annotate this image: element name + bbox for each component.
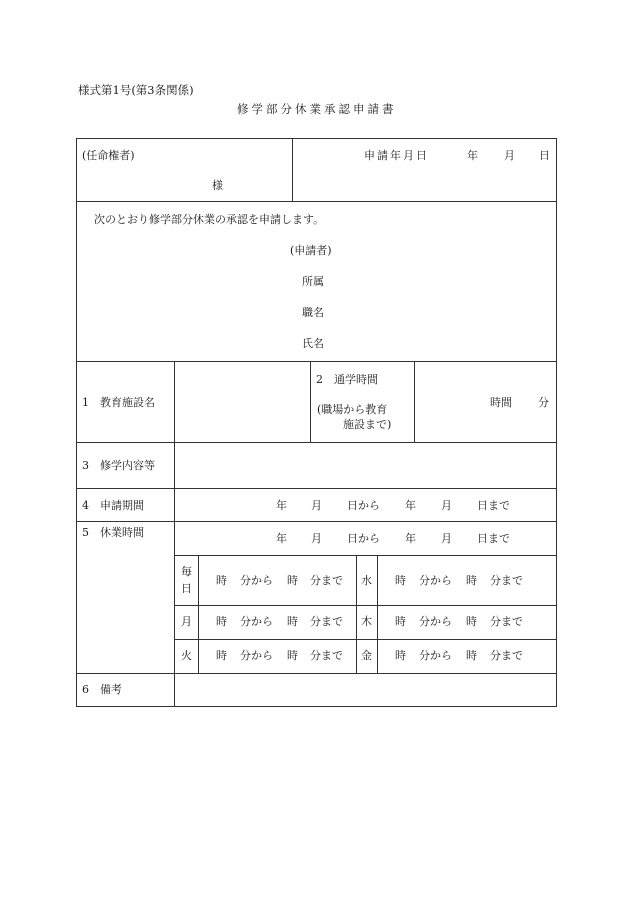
institution-label: 1 教育施設名 [82,396,155,409]
everyday-end-hour: 時 [287,574,298,587]
wed-label: 水 [361,574,372,587]
fri-start-hour: 時 [395,649,406,662]
period-start-day: 日から [347,499,380,512]
tue-start-minute: 分から [240,649,273,662]
mon-start-hour: 時 [216,615,227,628]
leave-end-month: 月 [441,532,452,545]
remarks-label: 6 備考 [82,683,122,696]
commute-label: 2 通学時間 [316,373,378,386]
mon-start-minute: 分から [240,615,273,628]
leave-start-day: 日から [347,532,380,545]
everyday-start-hour: 時 [216,574,227,587]
commute-note-1: (職場から教育 [317,403,388,416]
commute-hours-label: 時間 [490,396,512,409]
wed-end-minute: 分まで [490,574,523,587]
apply-day-label: 日 [539,149,550,162]
thu-end-hour: 時 [466,615,477,628]
fri-end-hour: 時 [466,649,477,662]
leave-start-year: 年 [276,532,287,545]
period-end-month: 月 [441,499,452,512]
thu-label: 木 [361,615,372,628]
wed-end-hour: 時 [466,574,477,587]
commute-minutes-label: 分 [538,396,549,409]
period-end-year: 年 [405,499,416,512]
leave-start-month: 月 [311,532,322,545]
commute-note-2: 施設まで) [343,418,392,431]
wed-start-hour: 時 [395,574,406,587]
period-start-year: 年 [276,499,287,512]
mon-end-hour: 時 [287,615,298,628]
everyday-label-1: 毎 [181,565,192,578]
tue-end-minute: 分まで [310,649,343,662]
period-label: 4 申請期間 [82,499,144,512]
period-start-month: 月 [311,499,322,512]
form-number: 様式第1号(第3条関係) [78,83,194,97]
name-label: 氏名 [302,337,324,350]
leave-time-label: 5 休業時間 [82,526,144,539]
position-label: 職名 [302,306,324,319]
form-title: 修学部分休業承認申請書 [237,102,397,116]
everyday-start-minute: 分から [240,574,273,587]
declaration-statement: 次のとおり修学部分休業の承認を申請します。 [94,213,325,226]
leave-end-day: 日まで [477,532,510,545]
applicant-label: (申請者) [290,244,332,257]
tue-end-hour: 時 [287,649,298,662]
tue-label: 火 [181,649,192,662]
mon-end-minute: 分まで [310,615,343,628]
thu-start-hour: 時 [395,615,406,628]
fri-start-minute: 分から [419,649,452,662]
apply-year-label: 年 [467,149,478,162]
everyday-label-2: 日 [181,582,192,595]
leave-end-year: 年 [405,532,416,545]
everyday-end-minute: 分まで [310,574,343,587]
apply-date-label: 申請年月日 [364,149,429,162]
period-end-day: 日まで [477,499,510,512]
sama-label: 様 [212,179,223,192]
fri-end-minute: 分まで [490,649,523,662]
thu-end-minute: 分まで [490,615,523,628]
thu-start-minute: 分から [419,615,452,628]
fri-label: 金 [361,649,372,662]
wed-start-minute: 分から [419,574,452,587]
mon-label: 月 [181,615,192,628]
authority-label: (任命権者) [82,149,135,162]
affiliation-label: 所属 [302,275,324,288]
tue-start-hour: 時 [216,649,227,662]
study-content-label: 3 修学内容等 [82,459,155,472]
apply-month-label: 月 [504,149,515,162]
